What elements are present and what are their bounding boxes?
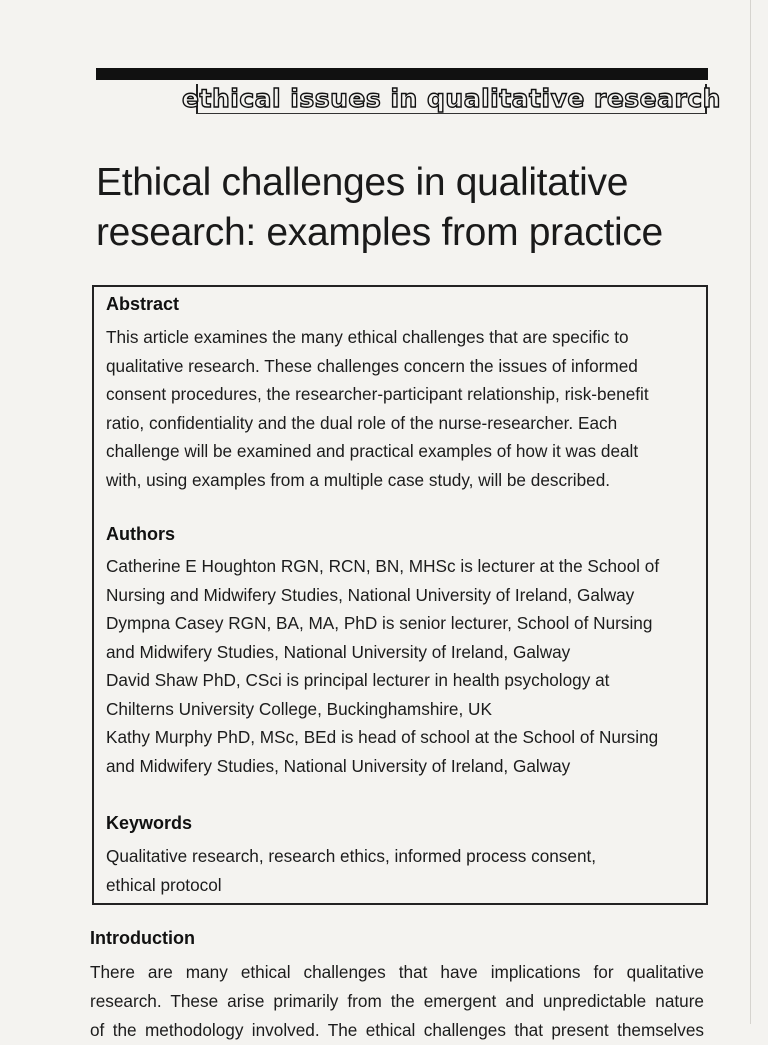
keywords-line: Qualitative research, research ethics, informed process consent, [106,846,597,866]
author-line: David Shaw PhD, CSci is principal lecturer in health psychology at [106,670,610,690]
abstract-line: challenge will be examined and practical examples of how it was dealt [106,441,639,461]
introduction-heading: Introduction [90,928,195,948]
keywords-text [106,842,596,899]
title-line: Ethical challenges in qualitative [96,161,629,204]
author-line: and Midwifery Studies, National University of Ireland, Galway [106,641,571,662]
intro-line: There are many ethical challenges that have implications for qualitative [90,962,704,982]
abstract-line: qualitative research. These challenges concern the issues of informed [106,355,638,376]
author-line: Dympna Casey RGN, BA, MA, PhD is senior lecturer, School of Nursing [106,613,653,633]
intro-line: of the methodology involved. The ethical challenges that present themselves [90,1020,704,1040]
author-line: Catherine E Houghton RGN, RCN, BN, MHSc is lecturer at the School of [106,556,660,576]
abstract-line: consent procedures, the researcher-participant relationship, risk-benefit [106,384,649,404]
article-title [96,158,716,258]
abstract-line: This article examines the many ethical challenges that are specific to [106,327,629,347]
author-line: Nursing and Midwifery Studies, National University of Ireland, Galway [106,584,635,605]
header-rule [96,68,708,80]
title-line: research: examples from practice [96,211,663,254]
abstract-line: with, using examples from a multiple case study, will be described. [106,469,611,490]
abstract-line: ratio, confidentiality and the dual role of the nurse-researcher. Each [106,412,618,433]
abstract-heading: Abstract [106,294,180,314]
intro-line: research. These arise primarily from the emergent and unpredictable nature [90,991,704,1011]
keywords-line: ethical protocol [106,874,222,895]
authors-text [106,552,659,780]
introduction-text [90,958,704,1045]
series-tag-text: ethical issues in qualitative research [182,84,721,113]
authors-heading: Authors [106,524,175,544]
page-edge [750,0,768,1024]
abstract-text [106,323,649,494]
author-line: Kathy Murphy PhD, MSc, BEd is head of school at the School of Nursing [106,727,659,747]
keywords-heading: Keywords [106,813,193,833]
series-tag [182,84,721,114]
author-line: and Midwifery Studies, National University of Ireland, Galway [106,755,571,776]
author-line: Chilterns University College, Buckinghamshire, UK [106,698,492,719]
